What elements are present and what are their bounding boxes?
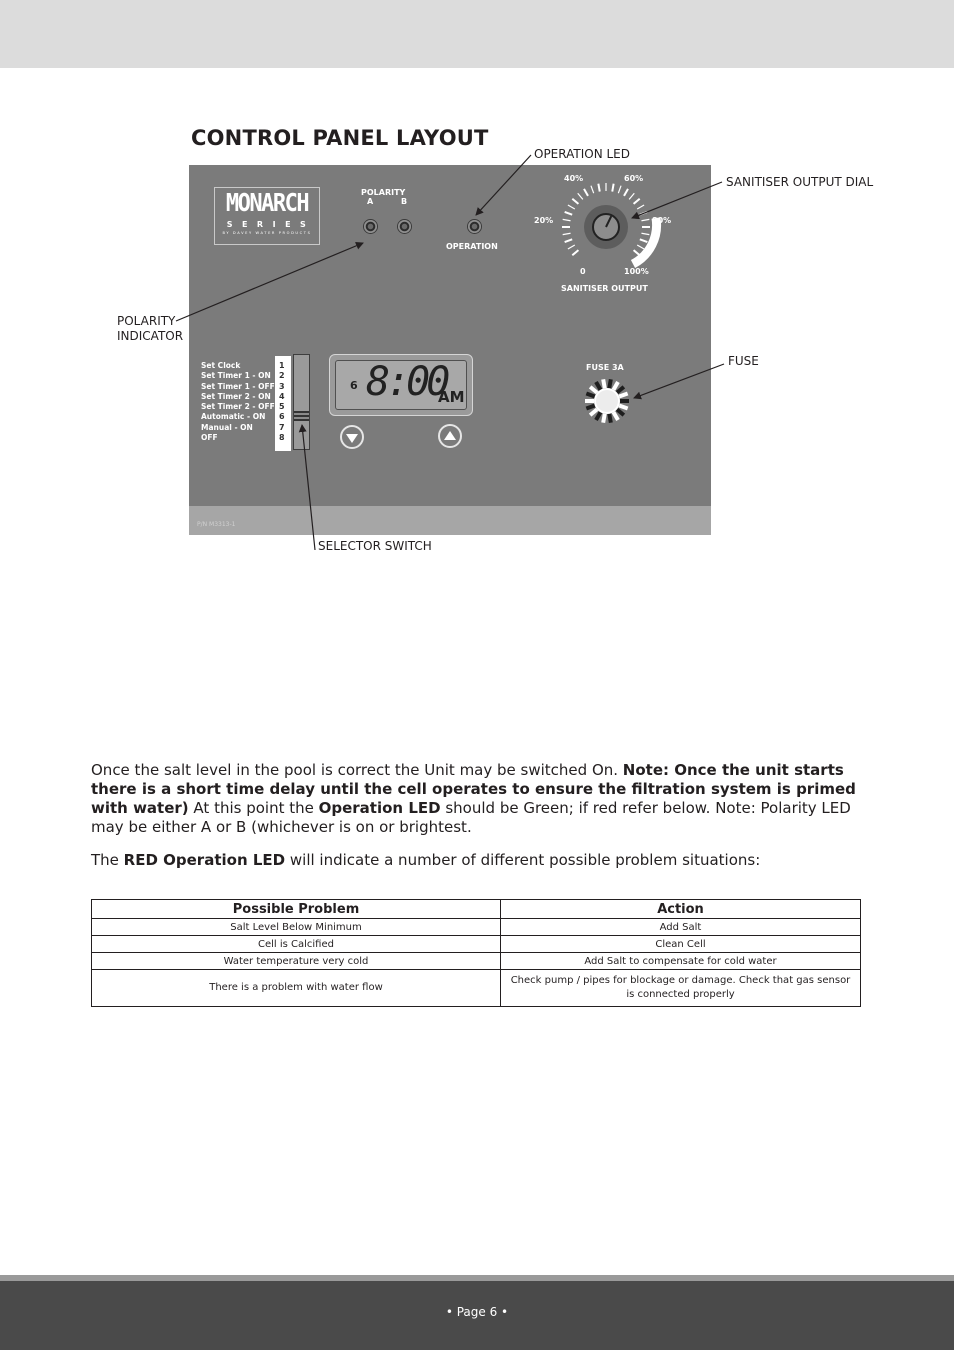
- menu-item: OFF: [201, 433, 218, 443]
- text-run: Once the salt level in the pool is correct the Unit may be switched On.: [91, 761, 623, 779]
- menu-number: 3: [279, 381, 285, 391]
- callout-operation-led: OPERATION LED: [534, 147, 631, 161]
- menu-number: 8: [279, 433, 285, 443]
- lcd-ampm: AM: [438, 388, 465, 406]
- table-cell: Add Salt to compensate for cold water: [501, 953, 861, 970]
- table-cell: There is a problem with water flow: [92, 970, 501, 1007]
- table-cell: Clean Cell: [501, 936, 861, 953]
- callout-polarity-line2: INDICATOR: [117, 329, 184, 343]
- menu-item: Set Timer 1 - OFF: [201, 381, 275, 391]
- polarity-a-label: A: [367, 197, 374, 206]
- logo-subtitle: BY DAVEY WATER PRODUCTS: [222, 231, 312, 235]
- menu-item: Manual - ON: [201, 422, 253, 432]
- table-header: Possible Problem: [92, 900, 501, 919]
- table-cell: Add Salt: [501, 919, 861, 936]
- text-run: At this point the: [188, 799, 319, 817]
- menu-item: Set Clock: [201, 361, 241, 370]
- table-header-row: [92, 900, 861, 919]
- lcd-day: 6: [350, 379, 358, 392]
- table-row: [92, 970, 861, 1007]
- part-number: P/N M3313-1: [197, 521, 236, 528]
- callout-arrows: [0, 0, 954, 600]
- callout-polarity-line1: POLARITY: [117, 314, 176, 328]
- bold-run: Operation LED: [318, 799, 441, 817]
- menu-number: 5: [279, 402, 285, 412]
- menu-number: 4: [279, 391, 285, 401]
- red-led-paragraph: [91, 851, 861, 870]
- callout-fuse: FUSE: [728, 354, 759, 368]
- dial-mark-60: 60%: [624, 174, 644, 183]
- lcd-time: 8:00: [366, 359, 447, 405]
- problem-table: [91, 899, 861, 1007]
- bold-run: Note: Once the unit starts there is a short time delay until the cell operates to ensure the filtration system is primed with water): [91, 761, 856, 817]
- table-row: [92, 936, 861, 953]
- bold-run: RED Operation LED: [123, 851, 286, 869]
- menu-number: 2: [279, 371, 285, 381]
- text-run: should be Green; if red refer below. Note: Polarity LED may be either A or B (whichever is on or brightest.: [91, 799, 851, 836]
- menu-number: 7: [279, 422, 285, 432]
- dial-mark-100: 100%: [624, 267, 649, 276]
- menu-number: 1: [279, 361, 285, 370]
- dial-mark-20: 20%: [534, 216, 554, 225]
- page-heading: CONTROL PANEL LAYOUT: [191, 126, 489, 150]
- polarity-label: POLARITY: [361, 188, 406, 197]
- table-header: Action: [501, 900, 861, 919]
- polarity-b-label: B: [401, 197, 408, 206]
- menu-item: Automatic - ON: [201, 412, 266, 422]
- intro-paragraph: [91, 761, 861, 837]
- logo-series: SERIES: [226, 220, 316, 229]
- sanitiser-output-label: SANITISER OUTPUT: [561, 284, 648, 293]
- page-number: • Page 6 •: [445, 1305, 509, 1319]
- table-cell: Cell is Calcified: [92, 936, 501, 953]
- table-row: [92, 919, 861, 936]
- dial-mark-0: 0: [580, 267, 586, 276]
- text-run: will indicate a number of different possible problem situations:: [285, 851, 761, 869]
- table-cell: Water temperature very cold: [92, 953, 501, 970]
- menu-item: Set Timer 2 - OFF: [201, 402, 275, 412]
- menu-item: Set Timer 1 - ON: [201, 371, 271, 381]
- logo-title: MONARCH: [225, 189, 309, 218]
- dial-mark-80: 80%: [652, 216, 672, 225]
- operation-label: OPERATION: [446, 242, 498, 251]
- menu-item: Set Timer 2 - ON: [201, 391, 271, 401]
- menu-number: 6: [279, 412, 285, 422]
- table-cell: Check pump / pipes for blockage or damage. Check that gas sensor is connected properly: [501, 970, 861, 1007]
- callout-sanitiser-dial: SANITISER OUTPUT DIAL: [726, 175, 874, 189]
- fuse-label: FUSE 3A: [586, 363, 624, 372]
- table-cell: Salt Level Below Minimum: [92, 919, 501, 936]
- text-run: The: [91, 851, 124, 869]
- dial-mark-40: 40%: [564, 174, 584, 183]
- callout-selector-switch: SELECTOR SWITCH: [318, 539, 432, 553]
- table-row: [92, 953, 861, 970]
